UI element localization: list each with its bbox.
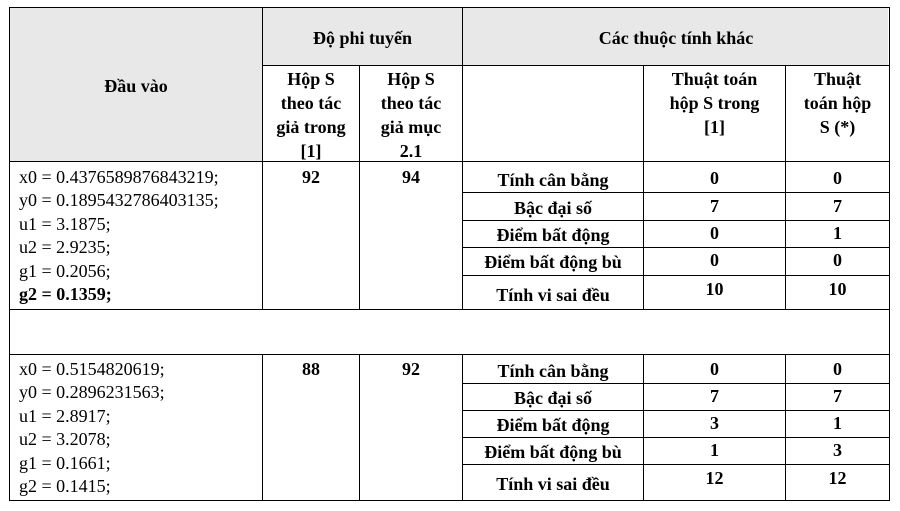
- row2-prop-name: Điểm bất động bù: [484, 442, 622, 462]
- header-algo-ref: Thuật toán hộp S trong [1]: [669, 69, 760, 137]
- row1-prop-name: Điểm bất động bù: [484, 252, 622, 272]
- row1-ref-val: 0: [710, 223, 719, 243]
- row2-prop-name: Tính cân bằng: [497, 361, 609, 381]
- row1-prop-name: Tính cân bằng: [497, 170, 609, 190]
- row2-nl-ref: 88: [302, 359, 320, 379]
- row1-ref-val: 0: [710, 168, 719, 188]
- row1-prop-name: Tính vi sai đều: [496, 285, 610, 305]
- header-nonlinearity: Độ phi tuyến: [312, 28, 413, 48]
- row1-new-val: 0: [833, 168, 842, 188]
- row2-ref-val: 12: [705, 468, 724, 488]
- row1-new-val: 0: [833, 250, 842, 270]
- row2-nl-section: 92: [402, 359, 420, 379]
- header-input: Đầu vào: [104, 76, 168, 96]
- header-algo-new: Thuật toán hộp S (*): [803, 69, 872, 137]
- row2-inputs: x0 = 0.5154820619; y0 = 0.2896231563; u1 = 2.8917; u2 = 3.2078; g1 = 0.1661; g2 = 0.1415;: [19, 359, 165, 496]
- row1-nl-section: 94: [402, 167, 420, 187]
- row1-prop-name: Bậc đại số: [513, 198, 592, 218]
- row1-prop-name: Điểm bất động: [496, 225, 610, 245]
- row1-new-val: 10: [828, 279, 847, 299]
- header-sbox-author-section: Hộp S theo tác giả mục 2.1: [380, 69, 442, 161]
- row2-prop-name: Tính vi sai đều: [496, 474, 610, 494]
- row2-prop-name: Bậc đại số: [513, 388, 592, 408]
- row2-ref-val: 1: [710, 440, 719, 460]
- row1-ref-val: 10: [705, 279, 724, 299]
- row2-ref-val: 0: [710, 359, 719, 379]
- header-sbox-author-ref: Hộp S theo tác giả trong [1]: [276, 69, 346, 161]
- row2-prop-name: Điểm bất động: [496, 415, 610, 435]
- row2-new-val: 7: [833, 386, 842, 406]
- row1-ref-val: 7: [710, 196, 719, 216]
- row1-new-val: 7: [833, 196, 842, 216]
- row2-new-val: 12: [828, 468, 847, 488]
- row1-nl-ref: 92: [302, 167, 320, 187]
- row2-new-val: 3: [833, 440, 842, 460]
- row1-inputs: x0 = 0.4376589876843219; y0 = 0.1895432786403135; u1 = 3.1875; u2 = 2.9235; g1 = 0.2056; g2 = 0.1359;: [19, 167, 219, 304]
- row2-new-val: 1: [833, 413, 842, 433]
- row1-ref-val: 0: [710, 250, 719, 270]
- row2-ref-val: 3: [710, 413, 719, 433]
- header-other-props: Các thuộc tính khác: [598, 28, 754, 48]
- row2-ref-val: 7: [710, 386, 719, 406]
- row2-new-val: 0: [833, 359, 842, 379]
- row1-new-val: 1: [833, 223, 842, 243]
